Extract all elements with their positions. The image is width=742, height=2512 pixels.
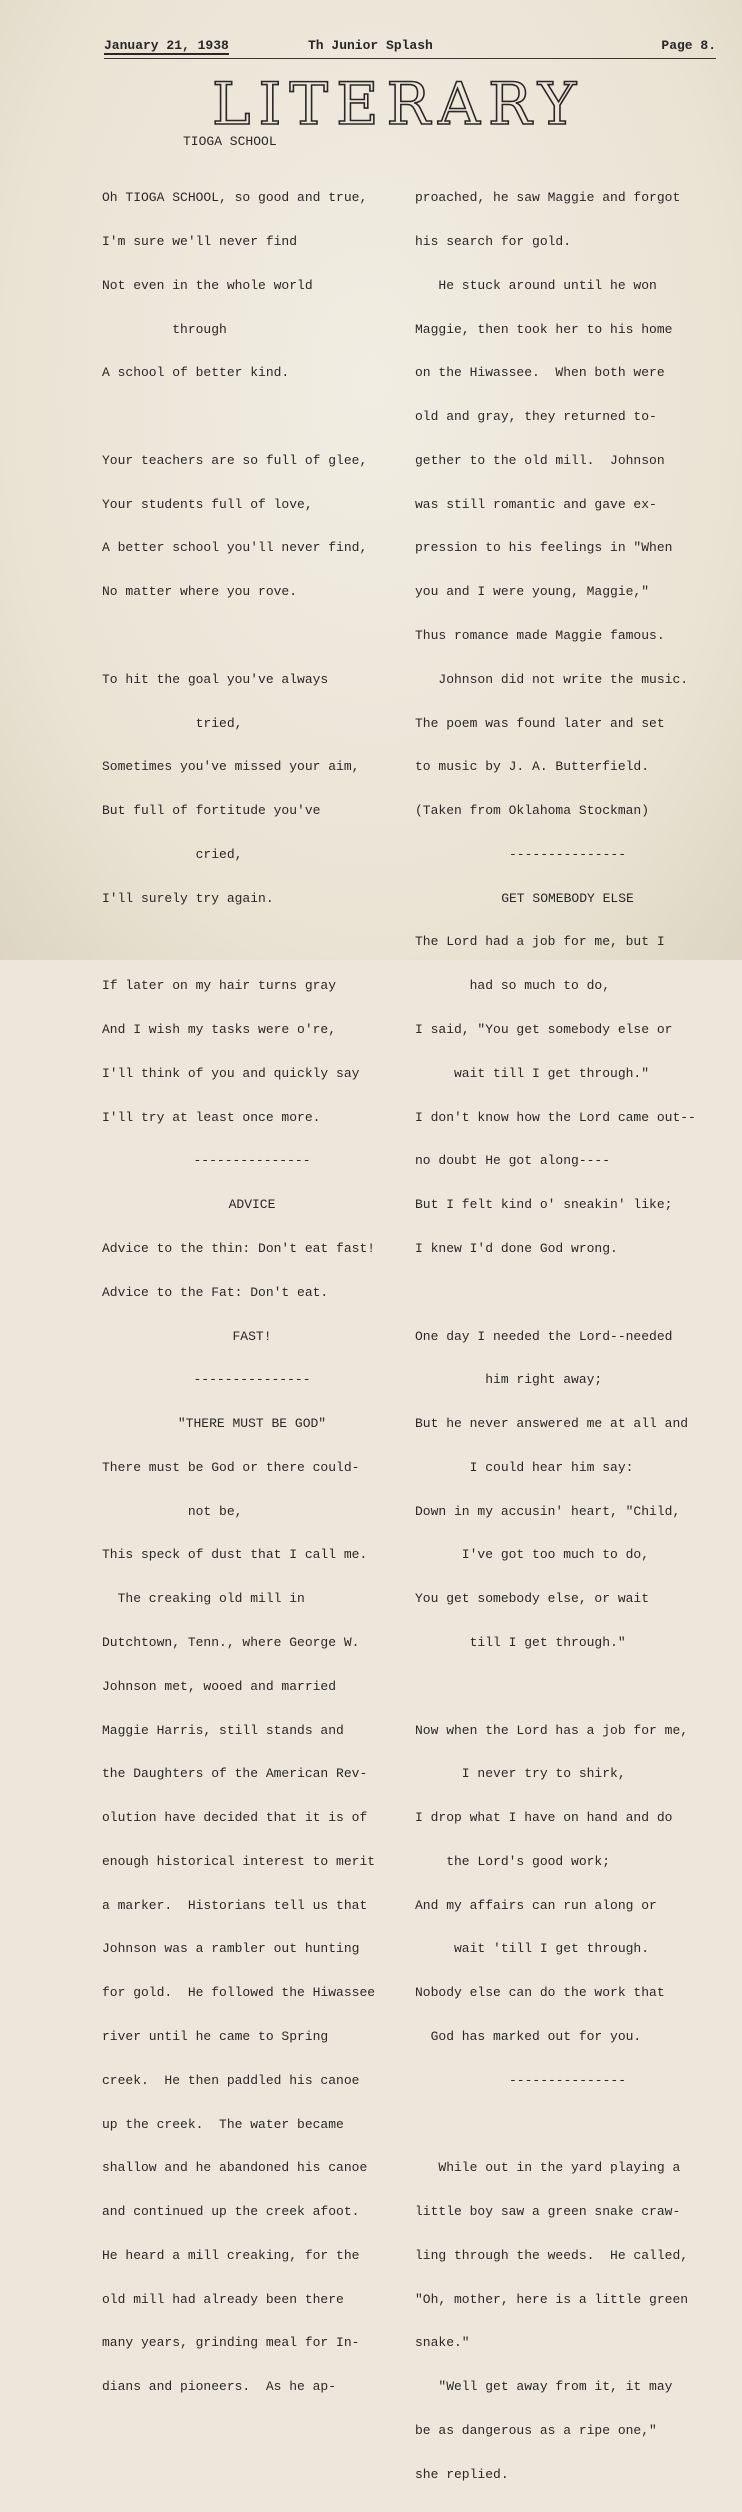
text-line: One day I needed the Lord--needed [415,1328,673,1344]
text-line: you and I were young, Maggie," [415,584,650,600]
text-line: up the creek. The water became [102,2116,344,2132]
text-line: "Well get away from it, it may [415,2379,673,2395]
text-line: But I felt kind o' sneakin' like; [415,1197,673,1213]
text-line: There must be God or there could- [102,1459,360,1475]
text-line: (Taken from Oklahoma Stockman) [415,803,650,819]
text-line: Nobody else can do the work that [415,1985,665,2001]
text-line: He stuck around until he won [415,277,657,293]
text-line: him right away; [415,1372,603,1388]
text-line: river until he came to Spring [102,2029,329,2044]
text-line: The creaking old mill in [102,1591,305,1607]
text-line: little boy saw a green snake craw- [415,2204,681,2220]
text-line: Advice to the Fat: Don't eat. [102,1284,329,1300]
text-line: This speck of dust that I call me. [102,1547,368,1563]
text-line: proached, he saw Maggie and forgot [415,190,681,206]
section-divider: --------------- [508,846,627,862]
poem-title-get-somebody-else: GET SOMEBODY ELSE [501,890,634,906]
text-line: Maggie Harris, still stands and [102,1722,344,1738]
text-line: old and gray, they returned to- [415,409,657,425]
text-line: the Daughters of the American Rev- [102,1766,368,1782]
text-line: If later on my hair turns gray [102,978,337,994]
literary-banner-art [208,70,588,138]
text-line: shallow and he abandoned his canoe [102,2160,368,2176]
text-line: But full of fortitude you've [102,803,321,819]
text-line: olution have decided that it is of [102,1810,368,1826]
text-line: be as dangerous as a ripe one," [415,2423,657,2439]
text-line: I knew I'd done God wrong. [415,1240,618,1256]
text-line: snake." [415,2335,470,2351]
text-line: I'll surely try again. [102,890,274,906]
text-line: for gold. He followed the Hiwassee [102,1985,376,2001]
text-line: pression to his feelings in "When [415,540,673,556]
text-line: gether to the old mill. Johnson [415,452,665,468]
page-header [104,38,716,59]
text-line: Now when the Lord has a job for me, [415,1722,689,1738]
text-line: Your students full of love, [102,496,313,512]
text-line: cried, [102,846,243,862]
text-line: God has marked out for you. [415,2029,642,2044]
text-line: to music by J. A. Butterfield. [415,759,650,775]
text-line: You get somebody else, or wait [415,1591,650,1607]
section-divider: --------------- [193,1153,311,1169]
left-column [102,162,402,2482]
text-line: Not even in the whole world [102,277,313,293]
text-line: I could hear him say: [415,1459,634,1475]
banner-text: LITERARY [212,70,585,138]
text-line: I said, "You get somebody else or [415,1022,673,1038]
text-line: Dutchtown, Tenn., where George W. [102,1634,360,1650]
text-line: Advice to the thin: Don't eat fast! [102,1240,376,1256]
section-divider: --------------- [508,2072,627,2088]
text-line: Your teachers are so full of glee, [102,452,368,468]
text-line: no doubt He got along---- [415,1153,611,1169]
text-line: on the Hiwassee. When both were [415,365,665,381]
text-line: No matter where you rove. [102,584,298,600]
text-line: wait till I get through." [415,1065,650,1081]
text-line: till I get through." [415,1634,626,1650]
advice-title: ADVICE [228,1197,276,1213]
text-line: I'm sure we'll never find [102,233,298,249]
text-line: Sometimes you've missed your aim, [102,759,360,775]
text-line: I never try to shirk, [415,1766,626,1782]
text-line: through [102,321,227,337]
text-line: The poem was found later and set [415,715,665,731]
text-line: Oh TIOGA SCHOOL, so good and true, [102,190,368,206]
text-line: I don't know how the Lord came out-- [415,1109,696,1125]
text-line: wait 'till I get through. [415,1941,650,1957]
text-line: his search for gold. [415,233,572,249]
text-line: While out in the yard playing a [415,2160,681,2176]
text-line: I drop what I have on hand and do [415,1810,673,1826]
text-line: dians and pioneers. As he ap- [102,2379,337,2395]
text-line: I'll try at least once more. [102,1109,321,1125]
text-line: ling through the weeds. He called, [415,2247,689,2263]
text-line: The Lord had a job for me, but I [415,934,665,950]
right-column [415,162,720,2512]
text-line: many years, grinding meal for In- [102,2335,360,2351]
text-line: was still romantic and gave ex- [415,496,657,512]
text-line: I've got too much to do, [415,1547,650,1563]
section-divider: --------------- [193,1372,311,1388]
text-line: FAST! [232,1328,272,1344]
text-line: Johnson was a rambler out hunting [102,1941,360,1957]
text-line: Johnson did not write the music. [415,671,689,687]
text-line: Down in my accusin' heart, "Child, [415,1503,681,1519]
literary-banner [208,70,588,138]
text-line: A school of better kind. [102,365,290,381]
article-title-there-must-be-god: "THERE MUST BE GOD" [177,1416,327,1432]
text-line: And my affairs can run along or [415,1897,657,1913]
text-line: "Oh, mother, here is a little green [415,2291,689,2307]
text-line: not be, [102,1503,243,1519]
text-line: And I wish my tasks were o're, [102,1022,337,1038]
text-line: tried, [102,715,243,731]
text-line: Thus romance made Maggie famous. [415,628,665,643]
text-line: creek. He then paddled his canoe [102,2072,360,2088]
text-line: He heard a mill creaking, for the [102,2247,360,2263]
issue-date: January 21, 1938 [104,38,229,53]
text-line: the Lord's good work; [415,1853,611,1869]
text-line: she replied. [415,2466,509,2482]
text-line: old mill had already been there [102,2291,344,2307]
text-line: Johnson met, wooed and married [102,1678,337,1694]
text-line: a marker. Historians tell us that [102,1897,368,1913]
text-line: But he never answered me at all and [415,1416,689,1432]
text-line: and continued up the creek afoot. [102,2204,360,2220]
page-number: Page 8. [661,38,716,53]
text-line: had so much to do, [415,978,611,994]
text-line: To hit the goal you've always [102,671,329,687]
text-line: I'll think of you and quickly say [102,1065,360,1081]
paper-name: Th Junior Splash [308,38,433,53]
poem-title-tioga-school: TIOGA SCHOOL [183,134,277,149]
text-line: Maggie, then took her to his home [415,321,673,337]
text-line: A better school you'll never find, [102,540,368,556]
text-line: enough historical interest to merit [102,1853,376,1869]
